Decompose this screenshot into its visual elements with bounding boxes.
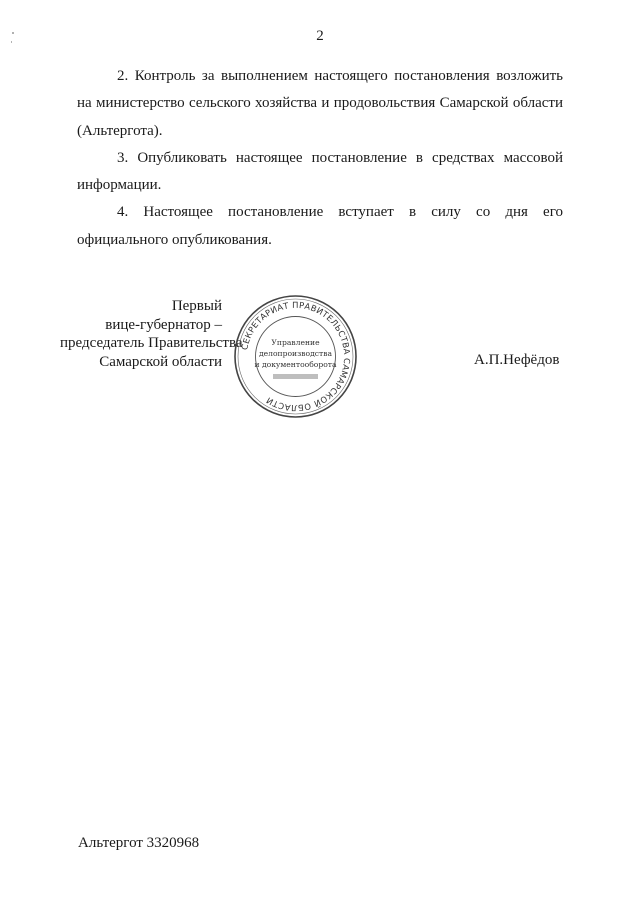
stamp-center-line: делопроизводства xyxy=(258,349,333,358)
document-body xyxy=(77,63,563,254)
stamp-smudge xyxy=(273,374,318,379)
page-number: 2 xyxy=(316,28,324,44)
stamp-ring-text: СЕКРЕТАРИАТ ПРАВИТЕЛЬСТВА САМАРСКОЙ ОБЛАСТИ xyxy=(239,299,353,414)
signer-name: А.П.Нефёдов xyxy=(474,352,560,368)
document-code: Альтергот 3320968 xyxy=(78,835,200,851)
signer-title-line: Первый xyxy=(171,298,222,314)
paragraph-2: 2. Контроль за выполнением настоящего постановления возложить на министерство сельского хозяйства и продовольствия Самарской области (Альтергота). xyxy=(77,68,563,139)
official-seal-stamp xyxy=(233,294,358,419)
paragraph-4: 4. Настоящее постановление вступает в силу со дня его официального опубликования. xyxy=(77,204,563,248)
paragraph-3: 3. Опубликовать настоящее постановление в средствах массовой информации. xyxy=(77,149,563,194)
stamp-center-line: и документооборота xyxy=(254,360,337,369)
stamp-center-line: Управление xyxy=(271,338,320,347)
signer-title-line: председатель Правительства xyxy=(60,335,243,351)
signer-title-line: вице-губернатор – xyxy=(105,316,222,333)
signer-title-line: Самарской области xyxy=(99,353,222,370)
signer-title xyxy=(60,297,243,371)
